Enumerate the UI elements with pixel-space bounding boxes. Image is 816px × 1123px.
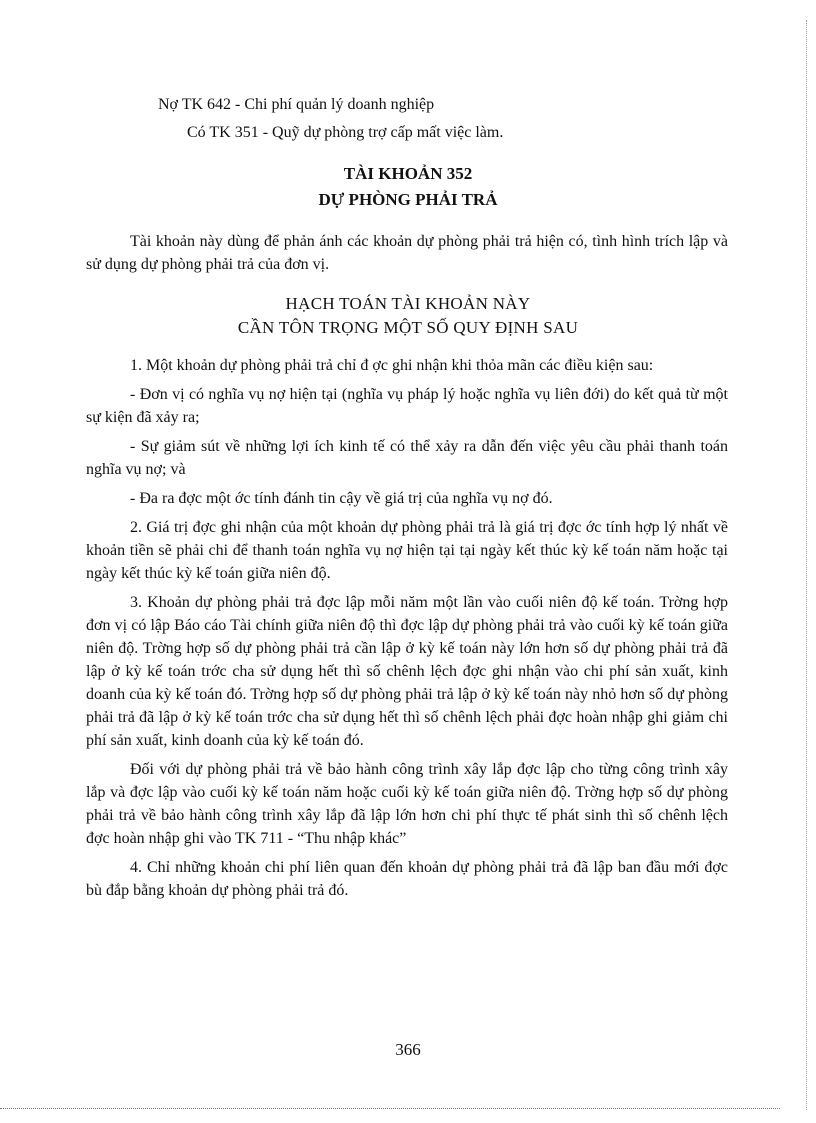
paragraph: Đối với dự phòng phải trả về bảo hành công trình xây lắp đợc lập cho từng công trình xây lắp và đợc lập vào cuối kỳ kế toán năm hoặc cuối kỳ kế toán giữa niên độ. Trờng hợp số dự phòng phải trả về bảo hành công trình xây lắp đã lập lớn hơn chi phí thực tế phát sinh thì số chênh lệch đợc hoàn nhập ghi vào TK 711 - “Thu nhập khác” (86, 761, 728, 847)
intro-paragraph: Tài khoản này dùng để phản ánh các khoản dự phòng phải trả hiện có, tình hình trích lập và sử dụng dự phòng phải trả của đơn vị. (86, 233, 728, 273)
paragraph: 2. Giá trị đợc ghi nhận của một khoản dự phòng phải trả là giá trị đợc ớc tính hợp lý nhất về khoản tiền sẽ phải chi để thanh toán nghĩa vụ nợ hiện tại tại ngày kết thúc kỳ kế toán năm hoặc tại ngày kết thúc kỳ kế toán giữa niên độ. (86, 519, 728, 582)
paragraph: 3. Khoản dự phòng phải trả đợc lập mỗi năm một lần vào cuối niên độ kế toán. Trờng hợp đơn vị có lập Báo cáo Tài chính giữa niên độ thì đợc lập dự phòng phải trả vào cuối kỳ kế toán giữa niên độ. Trờng hợp số dự phòng phải trả cần lập ở kỳ kế toán này lớn hơn số dự phòng phải trả đã lập ở kỳ kế toán trớc cha sử dụng hết thì số chênh lệch đợc ghi nhận vào chi phí sản xuất, kinh doanh của kỳ kế toán đó. Trờng hợp số dự phòng phải trả lập ở kỳ kế toán này nhỏ hơn số dự phòng phải trả đã lập ở kỳ kế toán trớc cha sử dụng hết thì số chênh lệch phải đợc hoàn nhập ghi giảm chi phí sản xuất, kinh doanh của kỳ kế toán đó. (86, 594, 728, 749)
right-dotted-border (806, 20, 807, 1110)
paragraph: 4. Chỉ những khoản chi phí liên quan đến khoản dự phòng phải trả đã lập ban đầu mới đợc bù đắp bằng khoản dự phòng phải trả đó. (86, 859, 728, 899)
bottom-dotted-border (0, 1108, 780, 1109)
account-title: TÀI KHOẢN 352 (343, 164, 473, 183)
content-section (86, 354, 728, 908)
debit-entry: Nợ TK 642 - Chi phí quản lý doanh nghiệp (158, 96, 435, 113)
paragraph: - Sự giảm sút về những lợi ích kinh tế có thể xảy ra dẫn đến việc yêu cầu phải thanh toán nghĩa vụ nợ; và (86, 438, 728, 478)
credit-entry: Có TK 351 - Quỹ dự phòng trợ cấp mất việc làm. (187, 124, 504, 141)
paragraph: - Đơn vị có nghĩa vụ nợ hiện tại (nghĩa vụ pháp lý hoặc nghĩa vụ liên đới) do kết quả từ một sự kiện đã xảy ra; (86, 386, 728, 426)
section-heading-line2: CẦN TÔN TRỌNG MỘT SỐ QUY ĐỊNH SAU (237, 318, 579, 337)
paragraph: - Đa ra đợc một ớc tính đánh tin cậy về giá trị của nghĩa vụ nợ đó. (130, 490, 553, 507)
page-number: 366 (395, 1040, 421, 1059)
paragraph: 1. Một khoản dự phòng phải trả chỉ đ ợc ghi nhận khi thỏa mãn các điều kiện sau: (130, 357, 654, 374)
account-subtitle: DỰ PHÒNG PHẢI TRẢ (318, 190, 498, 209)
section-heading: HẠCH TOÁN TÀI KHOẢN NÀY (285, 294, 531, 313)
intro-section (86, 230, 728, 276)
